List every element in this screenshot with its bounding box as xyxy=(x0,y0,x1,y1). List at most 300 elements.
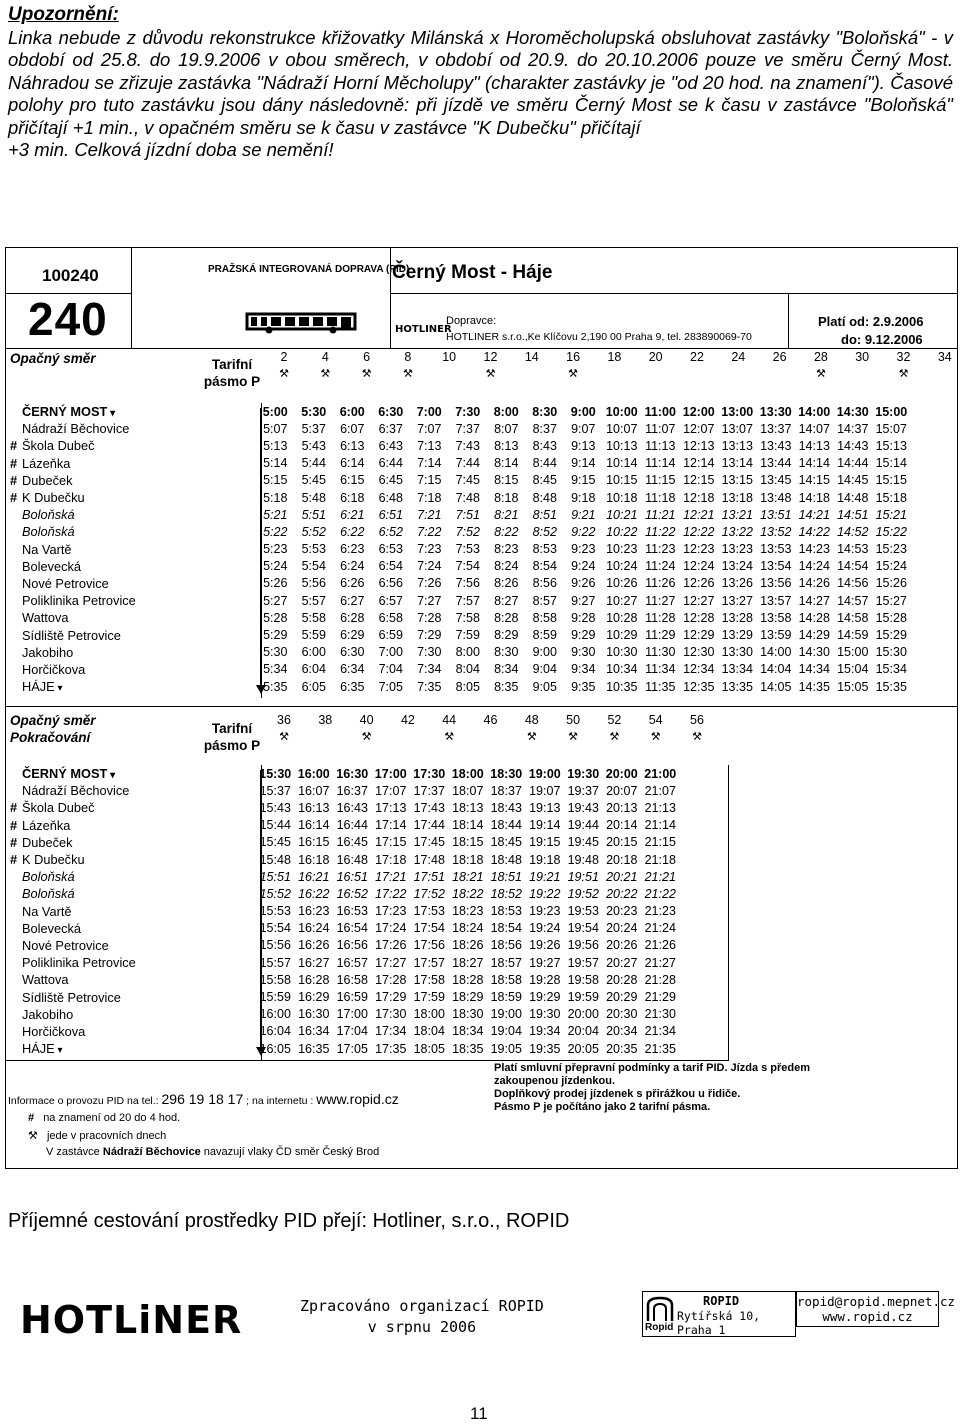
hash-icon: # xyxy=(10,438,18,454)
departure-time: 8:18 xyxy=(494,490,519,505)
table-row xyxy=(6,678,911,695)
table-row xyxy=(6,988,680,1005)
departure-time: 12:07 xyxy=(683,421,715,436)
legend-hash-text: na znamení od 20 do 4 hod. xyxy=(43,1112,181,1124)
hammer-icon: ⚒ xyxy=(650,731,661,743)
departure-time: 5:34 xyxy=(263,662,288,677)
departure-time: 5:07 xyxy=(263,421,288,436)
hammer-icon: ⚒ xyxy=(320,368,331,380)
departure-time: 18:22 xyxy=(452,886,484,901)
departure-time: 14:22 xyxy=(798,524,830,539)
departure-time: 6:00 xyxy=(339,404,365,419)
departure-time: 16:43 xyxy=(336,800,368,815)
section1-table xyxy=(6,403,911,695)
departure-time: 8:45 xyxy=(532,473,557,488)
departure-time: 7:35 xyxy=(417,679,442,694)
departure-time: 15:37 xyxy=(259,783,291,798)
hammer-icon: ⚒ xyxy=(898,368,909,380)
stop-name: HÁJE ▾ xyxy=(22,679,63,695)
hash-icon: # xyxy=(10,455,18,471)
departure-time: 7:05 xyxy=(378,679,403,694)
departure-time: 14:59 xyxy=(837,628,869,643)
stop-name: Boloňská xyxy=(22,524,75,540)
departure-time: 14:45 xyxy=(837,473,869,488)
departure-time: 5:29 xyxy=(263,628,288,643)
departure-time: 5:59 xyxy=(301,628,326,643)
table-row xyxy=(6,782,680,799)
notice-body: Linka nebude z důvodu rekonstrukce křižovatky Milánská x Horoměcholupská obsluhovat zastávky "Boloňská" - v období od 25.8. do 19.9.2006 v obou směrech, v období od 20.9. do 20.10.2006 pouze ve směru Černý Most. Náhradou se zřizuje zastávka "Nádraží Horní Měcholupy" (charakter zastávky je "od 20 hod. na znamení"). Časové polohy pro tuto zastávku jsou dány následovně: při jízdě ve směru Černý Most se k času v zastávce "Boloňská" přičítají +1 min., v opačném směru se k času v zastávce "K Dubečku" přičítají xyxy=(8,26,953,138)
departure-time: 18:21 xyxy=(452,869,484,884)
departure-time: 21:30 xyxy=(644,1007,676,1022)
departure-time: 6:45 xyxy=(378,473,403,488)
departure-time: 16:26 xyxy=(298,938,330,953)
departure-time: 14:30 xyxy=(798,645,830,660)
departure-time: 15:56 xyxy=(259,938,291,953)
stop-icon: ▾ xyxy=(54,683,63,695)
connection-number: 4 xyxy=(321,350,329,364)
departure-time: 20:07 xyxy=(606,783,638,798)
departure-time: 16:07 xyxy=(298,783,330,798)
departure-time: 18:18 xyxy=(452,852,484,867)
departure-time: 5:28 xyxy=(263,610,288,625)
departure-time: 19:05 xyxy=(490,1041,522,1056)
departure-time: 17:45 xyxy=(413,835,445,850)
table-row xyxy=(6,575,911,592)
table-row xyxy=(6,765,680,782)
departure-time: 7:52 xyxy=(455,524,480,539)
departure-time: 16:48 xyxy=(336,852,368,867)
departure-time: 21:14 xyxy=(644,818,676,833)
departure-time: 17:07 xyxy=(375,783,407,798)
info-web: www.ropid.cz xyxy=(316,1091,399,1107)
departure-time: 15:48 xyxy=(259,852,291,867)
departure-time: 8:23 xyxy=(494,542,519,557)
departure-time: 14:51 xyxy=(837,507,869,522)
notice-tail: +3 min. Celková jízdní doba se nemění! xyxy=(8,139,334,160)
bus-icon xyxy=(245,312,357,334)
connection-number: 20 xyxy=(648,350,663,364)
departure-time: 10:26 xyxy=(606,576,638,591)
departure-time: 17:51 xyxy=(413,869,445,884)
departure-time: 6:26 xyxy=(340,576,365,591)
departure-time: 12:34 xyxy=(683,662,715,677)
table-row xyxy=(6,403,911,420)
connection-number: 50 xyxy=(566,713,581,727)
departure-time: 18:00 xyxy=(451,766,484,781)
departure-time: 18:44 xyxy=(490,818,522,833)
departure-time: 6:22 xyxy=(340,524,365,539)
departure-time: 10:21 xyxy=(606,507,638,522)
departure-time: 16:22 xyxy=(298,886,330,901)
departure-time: 7:14 xyxy=(417,456,442,471)
departure-time: 21:21 xyxy=(644,869,676,884)
departure-time: 12:14 xyxy=(683,456,715,471)
departure-time: 16:52 xyxy=(336,886,368,901)
departure-time: 16:56 xyxy=(336,938,368,953)
departure-time: 21:00 xyxy=(644,766,677,781)
pid-label: PRAŽSKÁ INTEGROVANÁ DOPRAVA (PID) xyxy=(208,264,410,275)
departure-time: 9:34 xyxy=(571,662,596,677)
stop-name: Wattova xyxy=(22,972,69,988)
departure-time: 5:48 xyxy=(301,490,326,505)
departure-time: 11:00 xyxy=(644,404,676,419)
departure-time: 14:54 xyxy=(837,559,869,574)
departure-time: 13:23 xyxy=(721,542,753,557)
stop-name: Nové Petrovice xyxy=(22,937,109,953)
table-row xyxy=(6,834,680,851)
departure-time: 17:15 xyxy=(375,835,407,850)
departure-time: 16:57 xyxy=(336,955,368,970)
departure-time: 11:14 xyxy=(645,456,676,471)
connection-number: 38 xyxy=(318,713,333,727)
departure-time: 16:34 xyxy=(298,1024,330,1039)
departure-time: 15:14 xyxy=(875,456,907,471)
table-row xyxy=(6,937,680,954)
departure-time: 18:23 xyxy=(452,904,484,919)
departure-time: 15:34 xyxy=(875,662,907,677)
departure-time: 6:15 xyxy=(340,473,365,488)
departure-time: 6:43 xyxy=(378,438,403,453)
departure-time: 6:44 xyxy=(378,456,403,471)
departure-time: 8:56 xyxy=(532,576,557,591)
departure-time: 8:54 xyxy=(532,559,557,574)
departure-time: 11:15 xyxy=(645,473,676,488)
connection-number: 42 xyxy=(400,713,415,727)
departure-time: 19:58 xyxy=(567,972,599,987)
table-row xyxy=(6,592,911,609)
stop-name: Na Vartě xyxy=(22,541,72,557)
connection-number: 56 xyxy=(690,713,704,727)
connection-number: 12 xyxy=(483,350,498,364)
departure-time: 9:26 xyxy=(571,576,596,591)
departure-time: 5:54 xyxy=(301,559,326,574)
departure-time: 14:37 xyxy=(837,421,869,436)
departure-time: 14:24 xyxy=(798,559,830,574)
departure-time: 20:04 xyxy=(567,1024,599,1039)
departure-time: 17:43 xyxy=(413,800,445,815)
departure-time: 7:30 xyxy=(417,645,442,660)
connection-number: 6 xyxy=(363,350,371,364)
departure-time: 20:34 xyxy=(606,1024,638,1039)
hash-icon: # xyxy=(10,490,18,506)
departure-time: 14:53 xyxy=(837,542,869,557)
fare-line-1: Platí smluvní přepravní podmínky a tarif PID. Jízda s předem zakoupenou jízdenkou. xyxy=(494,1062,811,1087)
departure-time: 20:24 xyxy=(606,921,638,936)
departure-time: 14:26 xyxy=(798,576,830,591)
departure-time: 19:13 xyxy=(529,800,561,815)
departure-time: 6:52 xyxy=(378,524,403,539)
departure-time: 10:24 xyxy=(606,559,638,574)
departure-time: 10:23 xyxy=(606,542,638,557)
table-row xyxy=(6,523,911,540)
departure-time: 8:05 xyxy=(455,679,480,694)
departure-time: 15:18 xyxy=(875,490,907,505)
departure-time: 7:28 xyxy=(417,610,442,625)
departure-time: 18:14 xyxy=(452,818,484,833)
departure-time: 13:34 xyxy=(721,662,753,677)
departure-time: 17:14 xyxy=(375,818,407,833)
stop-name: Boloňská xyxy=(22,869,75,885)
departure-time: 9:00 xyxy=(532,645,557,660)
table-row xyxy=(6,1040,680,1057)
departure-time: 20:29 xyxy=(606,990,638,1005)
timetable xyxy=(5,247,958,1169)
departure-time: 5:23 xyxy=(263,542,288,557)
departure-time: 8:13 xyxy=(494,438,519,453)
processed-line-1: Zpracováno organizací ROPID xyxy=(300,1297,544,1315)
departure-time: 7:24 xyxy=(417,559,442,574)
departure-time: 15:07 xyxy=(875,421,907,436)
departure-time: 15:24 xyxy=(875,559,907,574)
departure-time: 6:24 xyxy=(340,559,365,574)
departure-time: 16:24 xyxy=(298,921,330,936)
departure-time: 12:27 xyxy=(683,593,715,608)
departure-time: 17:29 xyxy=(375,990,407,1005)
departure-time: 7:37 xyxy=(455,421,480,436)
hammer-icon: ⚒ xyxy=(402,368,413,380)
departure-time: 19:04 xyxy=(490,1024,522,1039)
departure-time: 9:22 xyxy=(571,524,596,539)
departure-time: 6:07 xyxy=(340,421,365,436)
table-row xyxy=(6,626,911,643)
departure-time: 11:30 xyxy=(645,645,676,660)
departure-time: 11:34 xyxy=(645,662,676,677)
departure-time: 13:35 xyxy=(721,679,753,694)
departure-time: 14:04 xyxy=(760,662,792,677)
departure-time: 19:59 xyxy=(567,990,599,1005)
departure-time: 7:54 xyxy=(455,559,480,574)
connection-number: 28 xyxy=(813,350,828,364)
departure-time: 8:00 xyxy=(455,645,480,660)
departure-time: 6:56 xyxy=(378,576,403,591)
departure-time: 10:27 xyxy=(606,593,638,608)
departure-time: 20:26 xyxy=(606,938,638,953)
departure-time: 18:56 xyxy=(490,938,522,953)
departure-time: 13:18 xyxy=(721,490,753,505)
hash-icon: # xyxy=(10,472,18,488)
departure-time: 15:05 xyxy=(837,679,869,694)
connection-number: 26 xyxy=(772,350,787,364)
departure-time: 19:14 xyxy=(529,818,561,833)
departure-time: 13:29 xyxy=(721,628,753,643)
departure-time: 9:18 xyxy=(571,490,596,505)
departure-time: 14:07 xyxy=(798,421,830,436)
departure-time: 21:35 xyxy=(644,1041,676,1056)
table-row xyxy=(6,558,911,575)
contact-web[interactable]: www.ropid.cz xyxy=(822,1309,913,1324)
departure-time: 8:34 xyxy=(494,662,519,677)
departure-time: 5:18 xyxy=(263,490,288,505)
info-prefix: Informace o provozu PID na tel.: xyxy=(8,1095,159,1107)
departure-time: 20:22 xyxy=(606,886,638,901)
table-row xyxy=(6,506,911,523)
section2-connections xyxy=(266,713,726,753)
departure-time: 21:22 xyxy=(644,886,676,901)
departure-time: 11:28 xyxy=(645,610,676,625)
stop-name: Horčičkova xyxy=(22,1023,86,1039)
departure-time: 19:21 xyxy=(529,869,561,884)
departure-time: 17:44 xyxy=(413,818,445,833)
connection-number: 32 xyxy=(896,350,911,364)
page-number: 11 xyxy=(470,1404,488,1423)
departure-time: 12:18 xyxy=(683,490,715,505)
departure-time: 12:22 xyxy=(683,524,715,539)
departure-time: 14:44 xyxy=(837,456,869,471)
departure-time: 5:24 xyxy=(263,559,288,574)
ropid-logo-icon xyxy=(645,1295,675,1323)
hash-icon: # xyxy=(28,1112,35,1124)
departure-time: 16:29 xyxy=(298,990,330,1005)
line-number: 240 xyxy=(28,293,108,345)
departure-time: 15:13 xyxy=(875,438,907,453)
stop-name: Poliklinika Petrovice xyxy=(22,593,136,609)
departure-time: 17:59 xyxy=(413,990,445,1005)
departure-time: 7:48 xyxy=(455,490,480,505)
departure-time: 14:15 xyxy=(798,473,830,488)
stop-icon: ▾ xyxy=(107,770,116,782)
departure-time: 19:29 xyxy=(529,990,561,1005)
departure-time: 7:21 xyxy=(417,507,442,522)
departure-time: 7:29 xyxy=(417,628,442,643)
departure-time: 10:15 xyxy=(606,473,638,488)
hammer-icon: ⚒ xyxy=(28,1130,38,1142)
departure-time: 7:22 xyxy=(417,524,442,539)
departure-time: 15:30 xyxy=(259,766,292,781)
table-row xyxy=(6,971,680,988)
departure-time: 5:15 xyxy=(263,473,288,488)
departure-time: 8:35 xyxy=(494,679,519,694)
departure-time: 17:22 xyxy=(375,886,407,901)
departure-time: 15:30 xyxy=(875,645,907,660)
departure-time: 10:29 xyxy=(606,628,638,643)
hash-icon: # xyxy=(10,834,18,850)
departure-time: 9:13 xyxy=(571,438,596,453)
departure-time: 15:59 xyxy=(259,990,291,1005)
stop-name: # Dubeček xyxy=(10,834,73,850)
table-row xyxy=(6,472,911,489)
thanks: Příjemné cestování prostředky PID přejí: Hotliner, s.r.o., ROPID xyxy=(8,1210,570,1232)
departure-time: 10:00 xyxy=(605,404,638,419)
departure-time: 6:53 xyxy=(378,542,403,557)
departure-time: 15:00 xyxy=(875,404,908,419)
hammer-icon: ⚒ xyxy=(568,731,579,743)
stop-icon: ▾ xyxy=(107,408,116,420)
departure-time: 14:18 xyxy=(798,490,830,505)
departure-time: 18:07 xyxy=(452,783,484,798)
departure-time: 20:00 xyxy=(605,766,638,781)
departure-time: 9:29 xyxy=(571,628,596,643)
departure-time: 13:26 xyxy=(721,576,753,591)
departure-time: 17:21 xyxy=(375,869,407,884)
departure-time: 7:45 xyxy=(455,473,480,488)
departure-time: 12:15 xyxy=(683,473,715,488)
departure-time: 13:51 xyxy=(760,507,792,522)
departure-time: 15:57 xyxy=(259,955,291,970)
connection-suffix: navazují vlaky ČD směr Český Brod xyxy=(203,1146,380,1158)
departure-time: 7:34 xyxy=(417,662,442,677)
departure-time: 21:07 xyxy=(644,783,676,798)
section2-direction2: Pokračování xyxy=(10,730,91,745)
departure-time: 8:28 xyxy=(494,610,519,625)
departure-time: 8:58 xyxy=(532,610,557,625)
departure-time: 13:52 xyxy=(760,524,792,539)
departure-time: 8:37 xyxy=(532,421,557,436)
connection-number: 16 xyxy=(566,350,581,364)
departure-time: 18:34 xyxy=(452,1024,484,1039)
departure-time: 12:28 xyxy=(683,610,715,625)
departure-time: 20:23 xyxy=(606,904,638,919)
departure-time: 18:53 xyxy=(490,904,522,919)
departure-time: 11:18 xyxy=(645,490,676,505)
departure-time: 16:58 xyxy=(336,972,368,987)
departure-time: 15:27 xyxy=(875,593,907,608)
departure-time: 18:15 xyxy=(452,835,484,850)
departure-time: 7:43 xyxy=(455,438,480,453)
departure-time: 14:00 xyxy=(798,404,831,419)
departure-time: 16:30 xyxy=(298,1007,330,1022)
departure-time: 21:27 xyxy=(644,955,676,970)
departure-time: 12:24 xyxy=(683,559,715,574)
departure-time: 20:05 xyxy=(567,1041,599,1056)
departure-time: 13:00 xyxy=(721,404,754,419)
departure-time: 6:04 xyxy=(301,662,326,677)
stop-name: ČERNÝ MOST ▾ xyxy=(22,404,116,420)
departure-time: 19:30 xyxy=(567,766,600,781)
stop-name: Horčičkova xyxy=(22,661,86,677)
departure-time: 19:18 xyxy=(529,852,561,867)
departure-time: 6:18 xyxy=(340,490,365,505)
departure-time: 14:30 xyxy=(836,404,869,419)
departure-time: 7:15 xyxy=(417,473,442,488)
departure-time: 11:07 xyxy=(645,421,676,436)
departure-time: 17:13 xyxy=(375,800,407,815)
departure-time: 19:51 xyxy=(567,869,599,884)
departure-time: 21:18 xyxy=(644,852,676,867)
departure-time: 15:35 xyxy=(875,679,907,694)
departure-time: 10:28 xyxy=(606,610,638,625)
departure-time: 18:05 xyxy=(413,1041,445,1056)
departure-time: 13:44 xyxy=(760,456,792,471)
contact-email[interactable]: ropid@ropid.mepnet.cz xyxy=(797,1294,956,1309)
departure-time: 17:56 xyxy=(413,938,445,953)
stop-name: # K Dubečku xyxy=(10,852,85,868)
connection-number: 34 xyxy=(937,350,952,364)
stop-name: # Lázeňka xyxy=(10,455,71,471)
departure-time: 21:28 xyxy=(644,972,676,987)
departure-time: 9:07 xyxy=(571,421,596,436)
departure-time: 19:44 xyxy=(567,818,599,833)
info-phone: 296 19 18 17 xyxy=(161,1091,244,1107)
stop-name: Jakobiho xyxy=(22,644,74,660)
departure-time: 17:28 xyxy=(375,972,407,987)
departure-time: 6:30 xyxy=(378,404,404,419)
departure-time: 17:05 xyxy=(336,1041,368,1056)
departure-time: 8:21 xyxy=(494,507,519,522)
departure-time: 15:29 xyxy=(875,628,907,643)
departure-time: 18:04 xyxy=(413,1024,445,1039)
departure-time: 21:24 xyxy=(644,921,676,936)
departure-time: 16:59 xyxy=(336,990,368,1005)
connection-number: 18 xyxy=(607,350,622,364)
departure-time: 5:21 xyxy=(263,507,288,522)
stop-name: Sídliště Petrovice xyxy=(22,989,121,1005)
departure-time: 13:15 xyxy=(721,473,753,488)
departure-time: 10:22 xyxy=(606,524,638,539)
departure-time: 8:00 xyxy=(493,404,519,419)
hammer-icon: ⚒ xyxy=(692,731,702,743)
departure-time: 10:35 xyxy=(606,679,638,694)
hash-icon: # xyxy=(10,800,18,816)
